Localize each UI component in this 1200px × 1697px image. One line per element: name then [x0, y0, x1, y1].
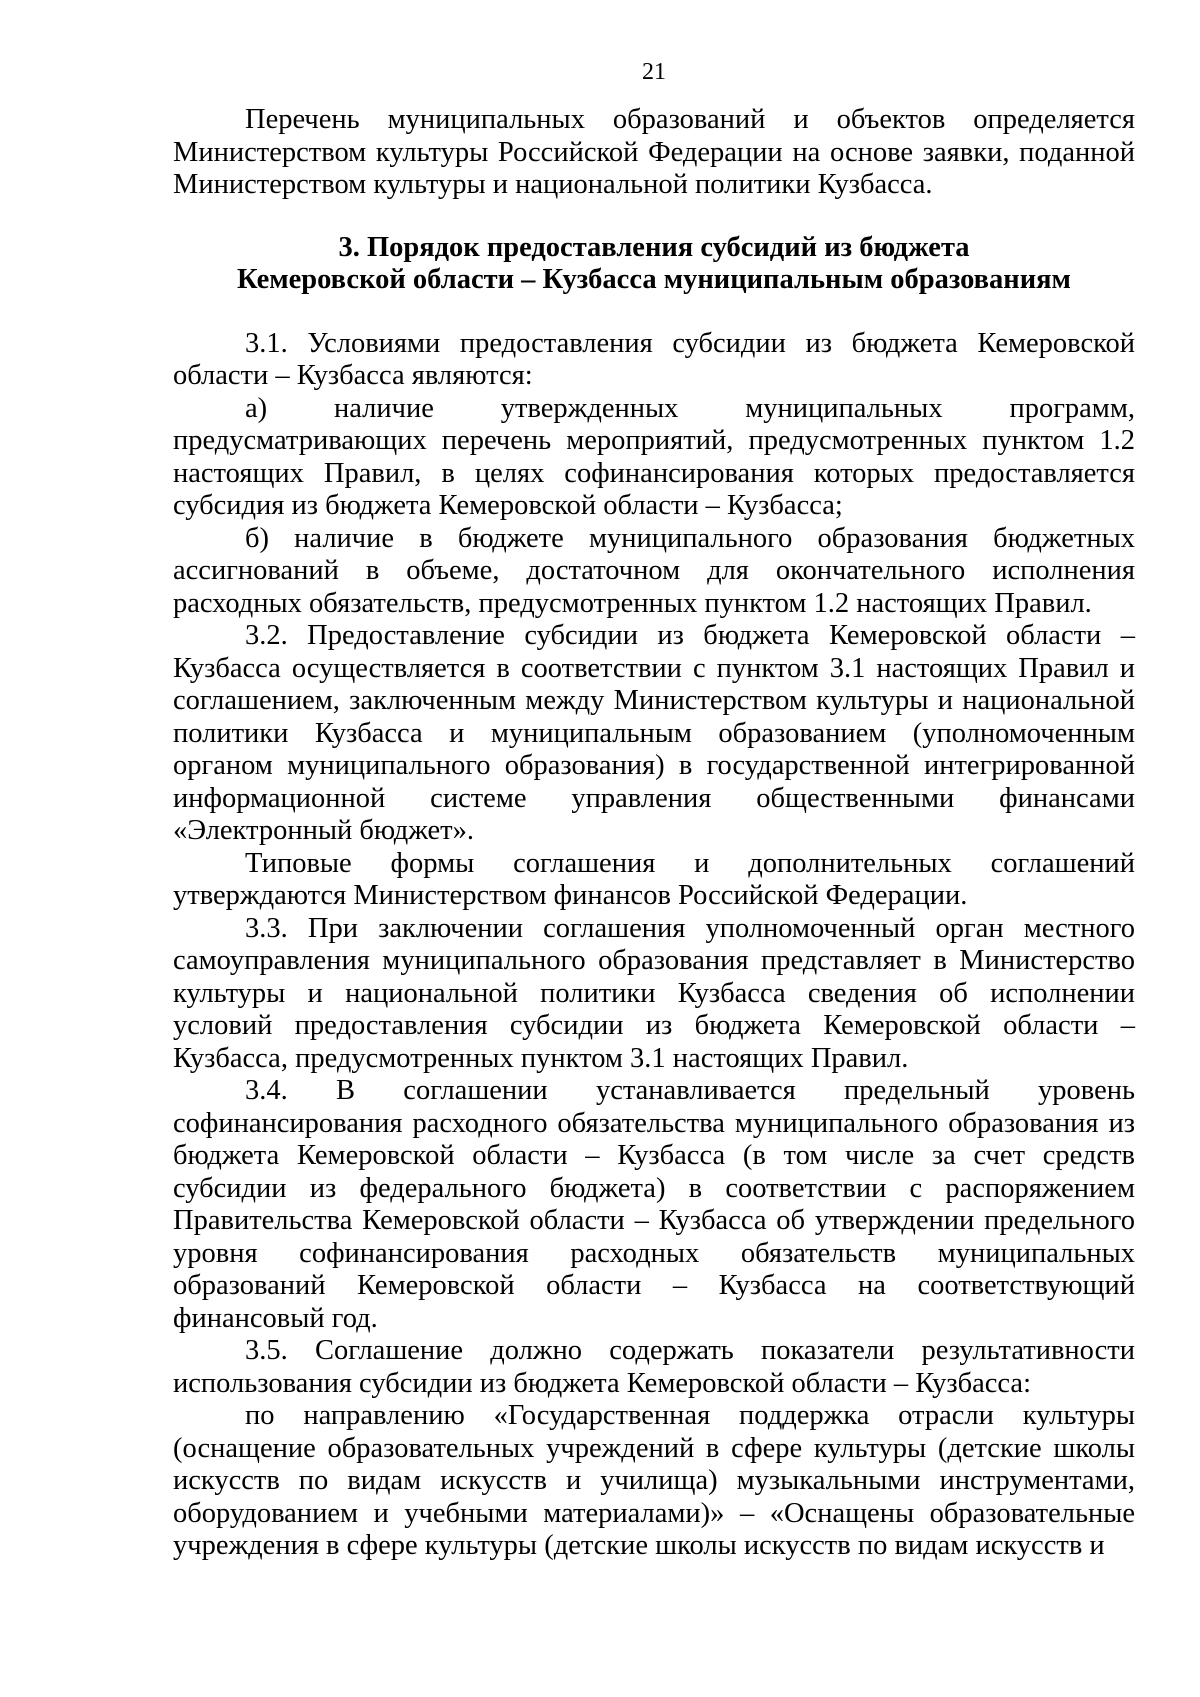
paragraph-3-1-a: а) наличие утвержденных муниципальных программ, предусматривающих перечень мероприятий, предусмотренных пунктом 1.2 настоящих Правил, в целях софинансирования которых предоставляется субсидия из бюджета Кемеровской области – Кузбасса; — [173, 392, 1135, 521]
paragraph-typical-forms: Типовые формы соглашения и дополнительных соглашений утверждаются Министерством финансов Российской Федерации. — [173, 847, 1135, 911]
page-number: 21 — [642, 59, 666, 85]
spacer — [173, 202, 1135, 232]
document-page — [173, 52, 1135, 1563]
section-heading-line: 3. Порядок предоставления субсидий из бюджета — [338, 231, 970, 263]
paragraph-3-5: 3.5. Соглашение должно содержать показатели результативности использования субсидии из бюджета Кемеровской области – Кузбасса: — [173, 1335, 1135, 1399]
intro-paragraph: Перечень муниципальных образований и объектов определяется Министерством культуры Российской Федерации на основе заявки, поданной Министерством культуры и национальной политики Кузбасса. — [173, 104, 1135, 200]
section-heading-line: Кемеровской области – Кузбасса муниципальным образованиям — [237, 263, 1071, 295]
paragraph-3-1-b: б) наличие в бюджете муниципального образования бюджетных ассигнований в объеме, достаточном для окончательного исполнения расходных обязательств, предусмотренных пунктом 1.2 настоящих Правил. — [173, 522, 1135, 619]
paragraph-direction: по направлению «Государственная поддержка отрасли культуры (оснащение образовательных учреждений в сфере культуры (детские школы искусств по видам искусств и училища) музыкальными инструментами, оборудованием и учебными материалами)» – «Оснащены образовательные учреждения в сфере культуры (детские школы искусств по видам искусств и — [173, 1400, 1135, 1561]
paragraph-3-3: 3.3. При заключении соглашения уполномоченный орган местного самоуправления муниципального образования представляет в Министерство культуры и национальной политики Кузбасса сведения об исполнении условий предоставления субсидии из бюджета Кемеровской области – Кузбасса, предусмотренных пунктом 3.1 настоящих Правил. — [173, 912, 1135, 1074]
paragraph-3-1: 3.1. Условиями предоставления субсидии из бюджета Кемеровской области – Кузбасса являются: — [173, 327, 1135, 391]
paragraph-3-4: 3.4. В соглашении устанавливается предельный уровень софинансирования расходного обязательства муниципального образования из бюджета Кемеровской области – Кузбасса (в том числе за счет средств субсидии из федерального бюджета) в соответствии с распоряжением Правительства Кемеровской области – Кузбасса об утверждении предельного уровня софинансирования расходных обязательств муниципальных образований Кемеровской области – Кузбасса на соответствующий финансовый год. — [173, 1075, 1135, 1334]
spacer — [173, 296, 1135, 328]
paragraph-3-2: 3.2. Предоставление субсидии из бюджета Кемеровской области – Кузбасса осуществляется в соответствии с пунктом 3.1 настоящих Правил и соглашением, заключенным между Министерством культуры и национальной политики Кузбасса и муниципальным образованием (уполномоченным органом муниципального образования) в государственной интегрированной информационной системе управления общественными финансами «Электронный бюджет». — [173, 620, 1135, 846]
section-heading — [173, 232, 1135, 296]
